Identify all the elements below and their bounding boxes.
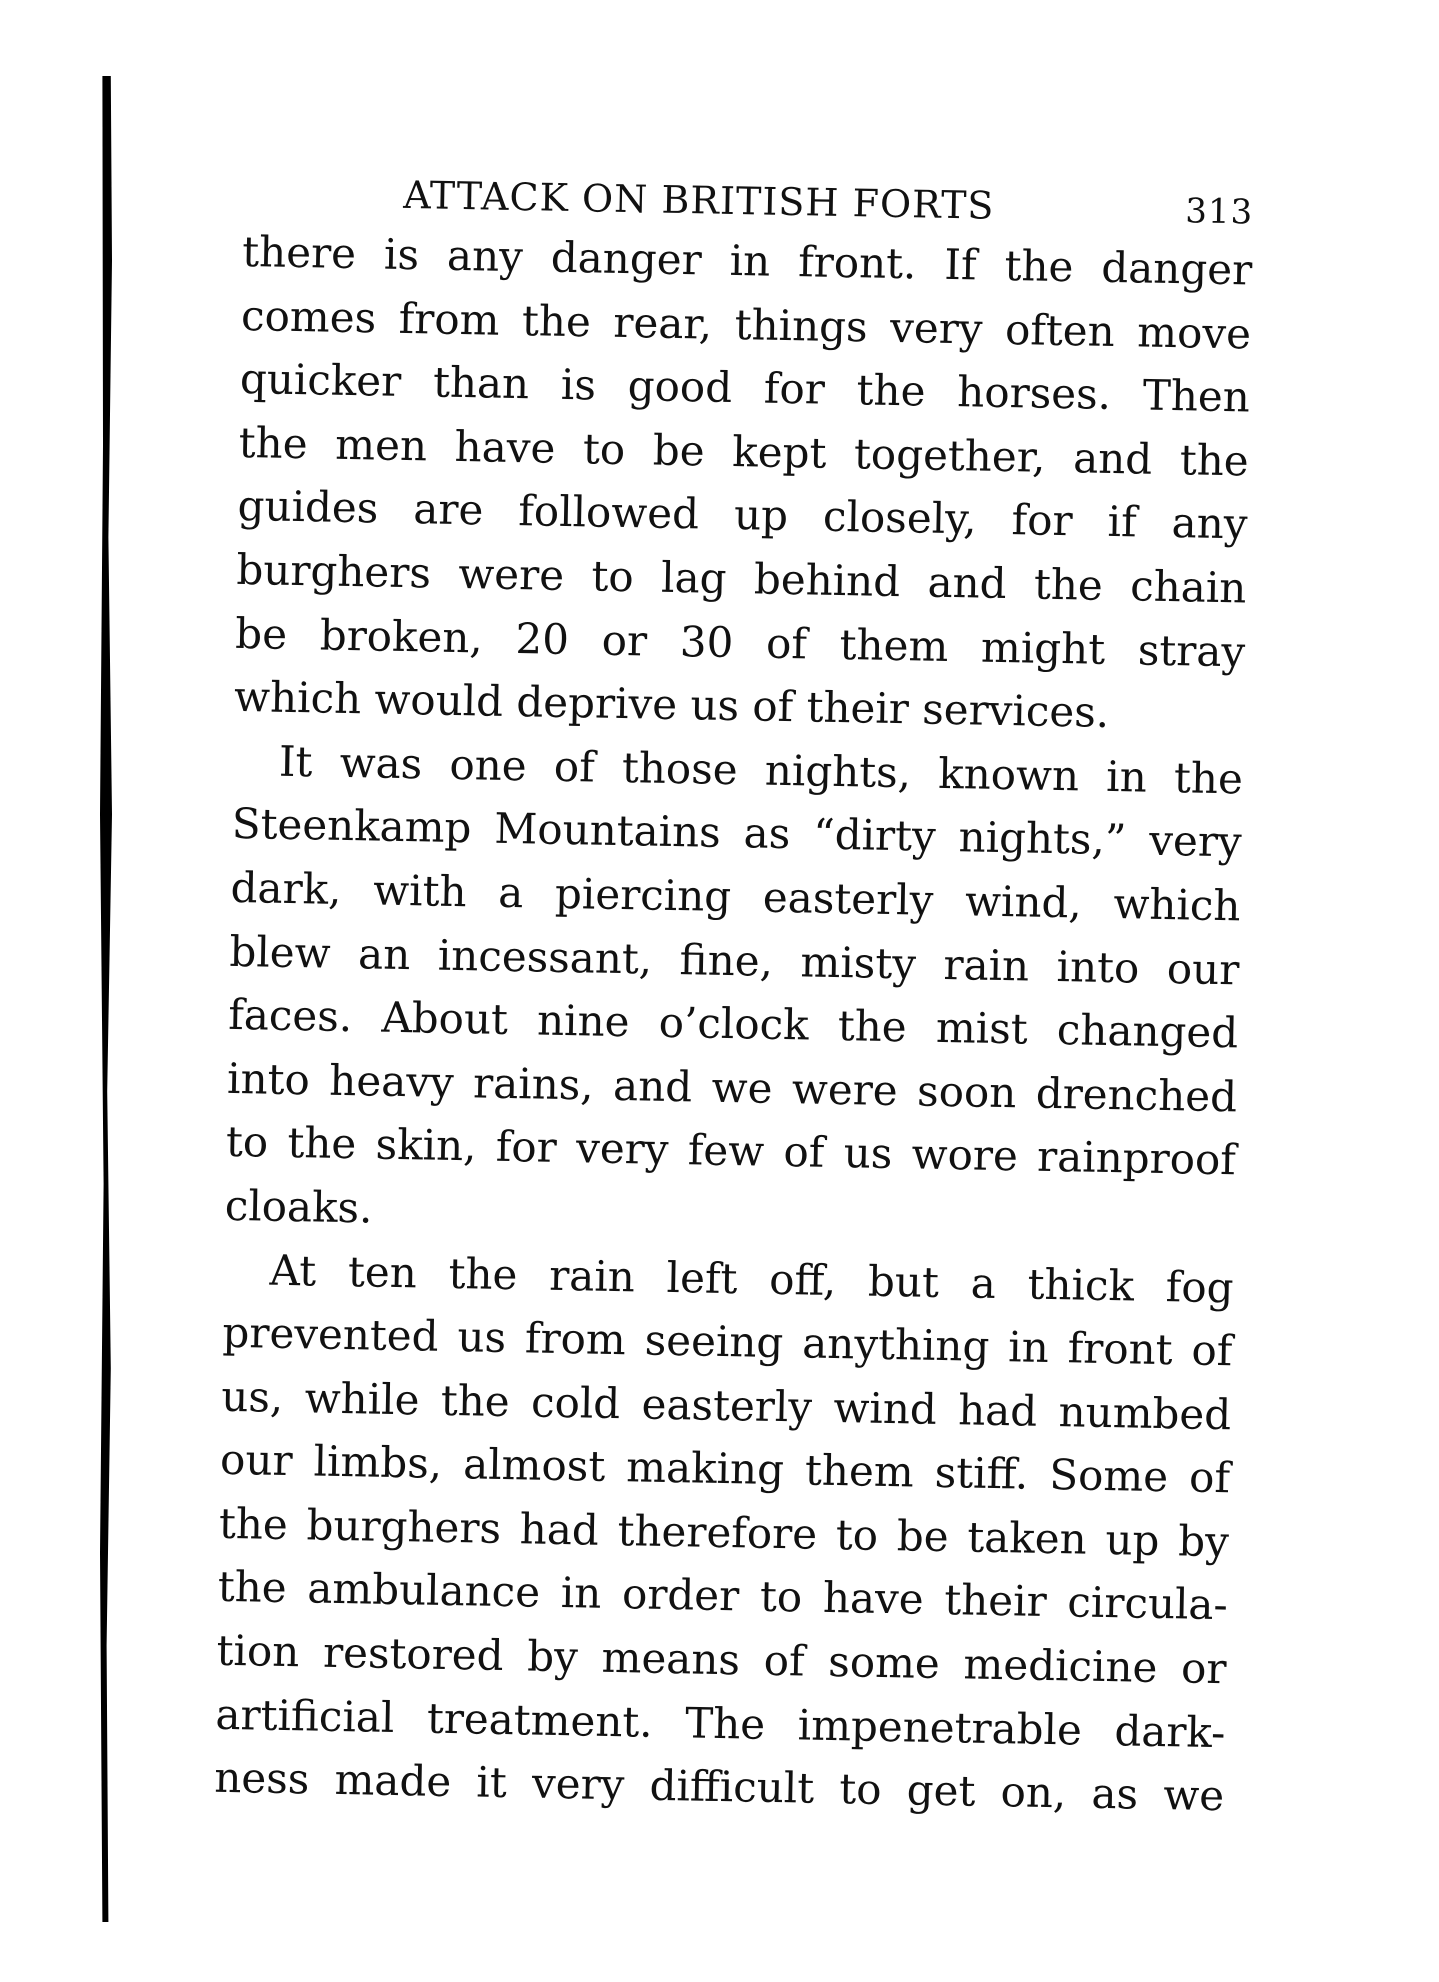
text-line: Steenkamp Mountains as “dirty nights,” very — [231, 799, 1243, 867]
text-line: comes from the rear, things very often move — [240, 290, 1252, 359]
book-page — [214, 160, 1254, 1828]
text-line: guides are followed up closely, for if any — [237, 481, 1248, 549]
text-line: be broken, 20 or 30 of them might stray — [234, 608, 1246, 676]
text-line: the burghers had therefore to be taken up by — [218, 1498, 1230, 1567]
text-line: there is any danger in front. If the danger — [241, 226, 1253, 295]
text-line: burghers were to lag behind and the chain — [236, 544, 1247, 613]
text-line: blew an incessant, fine, misty rain into our — [229, 926, 1240, 994]
text-line: into heavy rains, and we were soon drenched — [226, 1053, 1238, 1122]
page-number: 313 — [1184, 191, 1254, 233]
running-title: ATTACK ON BRITISH FORTS — [402, 172, 995, 228]
text-line: It was one of those nights, known in the — [278, 736, 1244, 804]
text-line: cloaks. — [224, 1180, 373, 1233]
text-line: our limbs, almost making them stiff. Some of — [219, 1435, 1231, 1503]
text-line: prevented us from seeing anything in front of — [222, 1307, 1233, 1376]
text-line: the men have to be kept together, and the — [238, 417, 1250, 486]
text-line: the ambulance in order to have their circula- — [217, 1562, 1229, 1630]
page-binding-edge — [100, 76, 112, 1922]
text-line: artificial treatment. The impenetrable dark- — [215, 1689, 1226, 1757]
text-line: tion restored by means of some medicine or — [216, 1625, 1227, 1694]
text-line: At ten the rain left off, but a thick fog — [269, 1245, 1234, 1312]
text-line: faces. About nine o’clock the mist changed — [227, 989, 1239, 1058]
text-line: which would deprive us of their services. — [233, 672, 1110, 738]
body-text — [214, 220, 1253, 1828]
text-line: to the skin, for very few of us wore rainproof — [225, 1117, 1237, 1185]
text-line: us, while the cold easterly wind had numbed — [220, 1371, 1232, 1439]
text-line: ness made it very difficult to get on, as we — [213, 1752, 1225, 1821]
text-line: quicker than is good for the horses. Then — [239, 354, 1251, 422]
text-line: dark, with a piercing easterly wind, which — [230, 862, 1241, 931]
